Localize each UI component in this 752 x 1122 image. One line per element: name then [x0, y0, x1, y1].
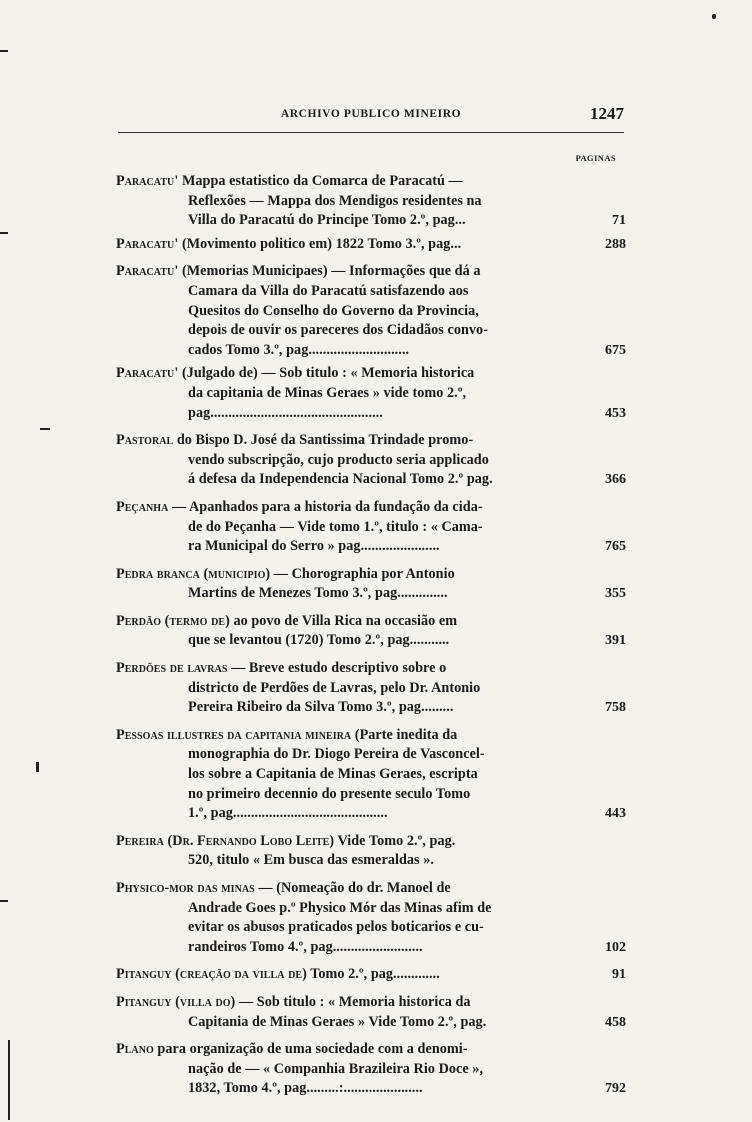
entry-text: randeiros Tomo 4.º, pag.........................	[188, 938, 423, 955]
index-entries	[116, 172, 626, 1103]
entry-line	[116, 1079, 544, 1099]
entry-text: da capitania de Minas Geraes » vide tomo 2.º,	[188, 384, 467, 401]
entry-text: Andrade Goes p.º Physico Mór das Minas afim de	[188, 899, 492, 916]
entry-line	[116, 498, 544, 518]
entry-text: ra Municipal do Serro » pag......................	[188, 538, 440, 555]
entry-page-number: 288	[605, 236, 626, 252]
entry-heading: Pitanguy (creação da villa de)	[116, 966, 307, 983]
entry-text: depois de ouvir os pareceres dos Cidadãos convo-	[188, 322, 488, 339]
entry-line	[116, 1060, 544, 1080]
entry-text: 1832, Tomo 4.º, pag.........:......................	[188, 1080, 423, 1097]
entry-line	[116, 765, 544, 785]
entry-line	[116, 879, 544, 899]
index-entry	[116, 1040, 626, 1099]
entry-heading: Paracatu'	[116, 365, 179, 382]
entry-line	[116, 282, 544, 302]
entry-page-number: 443	[605, 806, 626, 822]
entry-text: nação de — « Companhia Brazileira Rio Doce »,	[188, 1060, 484, 1077]
entry-page-number: 366	[605, 472, 626, 488]
entry-text: evitar os abusos praticados pelos boticarios e cu-	[188, 919, 484, 936]
entry-text: vendo subscripção, cujo producto seria applicado	[188, 451, 489, 468]
index-entry	[116, 364, 626, 423]
entry-page-number: 765	[605, 539, 626, 555]
entry-line	[116, 584, 544, 604]
entry-text: (Parte inedita da	[354, 726, 458, 743]
entry-page-number: 391	[605, 633, 626, 649]
entry-text: — (Nomeação do dr. Manoel de	[258, 880, 451, 896]
entry-line	[116, 993, 544, 1013]
entry-line	[116, 518, 544, 538]
entry-heading: Pitanguy (villa do)	[116, 993, 236, 1010]
scan-mark	[8, 1040, 10, 1120]
index-entry	[116, 498, 626, 557]
scan-mark	[0, 900, 8, 902]
entry-heading: Perdão (termo de)	[116, 612, 230, 629]
entry-line	[116, 832, 544, 852]
entry-line	[116, 679, 544, 699]
entry-text: que se levantou (1720) Tomo 2.º, pag...........	[188, 632, 450, 649]
entry-line	[116, 537, 544, 557]
entry-heading: Paracatu'	[116, 173, 179, 189]
entry-line	[116, 1013, 544, 1033]
entry-text: Capitania de Minas Geraes » Vide Tomo 2.º, pag.	[188, 1013, 487, 1030]
pages-column-label: PAGINAS	[575, 153, 616, 163]
entry-text: Apanhados para a historia da fundação da cida-	[189, 498, 483, 515]
entry-page-number: 792	[605, 1081, 626, 1097]
entry-text: ao povo de Villa Rica na occasião em	[233, 612, 458, 629]
entry-line	[116, 404, 544, 424]
entry-page-number: 355	[605, 586, 626, 602]
entry-line	[116, 192, 544, 212]
entry-line	[116, 938, 544, 958]
entry-heading: Pedra branca (municipio)	[116, 565, 271, 582]
index-entry	[116, 993, 626, 1032]
index-entry	[116, 659, 626, 718]
entry-line	[116, 470, 544, 490]
entry-text: pag................................................	[188, 404, 383, 421]
entry-page-number: 91	[612, 967, 626, 983]
entry-line	[116, 235, 544, 255]
running-header	[118, 104, 624, 130]
entry-line	[116, 172, 544, 192]
entry-line	[116, 726, 544, 746]
entry-line	[116, 341, 544, 361]
entry-line	[116, 321, 544, 341]
entry-text: (Movimento politico em) 1822 Tomo 3.º, pag...	[181, 235, 462, 252]
entry-text: Reflexões — Mappa dos Mendigos residentes na	[188, 192, 482, 209]
entry-text: (Julgado de) — Sob titulo : « Memoria historica	[181, 365, 475, 382]
entry-line	[116, 965, 544, 985]
entry-line	[116, 659, 544, 679]
entry-text: Tomo 2.º, pag.............	[310, 966, 440, 983]
entry-line	[116, 745, 544, 765]
entry-text: Camara da Villa do Paracatú satisfazendo aos	[188, 282, 469, 299]
entry-text: Pereira Ribeiro da Silva Tomo 3.º, pag.........	[188, 699, 454, 716]
entry-line	[116, 785, 544, 805]
entry-line	[116, 565, 544, 585]
entry-text: de do Peçanha — Vide tomo 1.º, titulo : « Cama-	[188, 518, 483, 535]
entry-text: no primeiro decennio do presente seculo Tomo	[188, 785, 471, 802]
index-entry	[116, 965, 626, 985]
page-number: 1247	[590, 104, 624, 123]
entry-text: 520, titulo « Em busca das esmeraldas ».	[188, 852, 434, 869]
entry-text: monographia do Dr. Diogo Pereira de Vasconcel-	[188, 746, 485, 763]
index-entry	[116, 431, 626, 490]
entry-line	[116, 698, 544, 718]
entry-heading: Physico-mor das minas	[116, 880, 255, 896]
entry-line	[116, 384, 544, 404]
entry-text: Villa do Paracatú do Principe Tomo 2.º, pag...	[188, 212, 466, 229]
entry-text: — Sob titulo : « Memoria historica da	[238, 993, 471, 1010]
entry-text: á defesa da Independencia Nacional Tomo 2.º pag.	[188, 471, 493, 488]
scan-mark	[712, 14, 716, 19]
entry-line	[116, 1040, 544, 1060]
entry-page-number: 675	[605, 342, 626, 358]
entry-text: districto de Perdões de Lavras, pelo Dr. Antonio	[188, 679, 481, 696]
index-entry	[116, 172, 626, 231]
scan-mark	[36, 762, 39, 772]
entry-text: cados Tomo 3.º, pag............................	[188, 341, 410, 358]
entry-line	[116, 918, 544, 938]
entry-line	[116, 612, 544, 632]
entry-text: 1.º, pag...........................................	[188, 805, 388, 822]
entry-text: Quesitos do Conselho do Governo da Provincia,	[188, 302, 479, 319]
entry-line	[116, 211, 544, 231]
entry-heading: Perdões de lavras	[116, 660, 228, 677]
entry-page-number: 758	[605, 700, 626, 716]
entry-heading: Pastoral	[116, 432, 174, 449]
entry-line	[116, 631, 544, 651]
entry-text: (Memorias Municipaes) — Informações que dá a	[181, 263, 481, 280]
index-entry	[116, 612, 626, 651]
entry-heading: Paracatu'	[116, 263, 179, 280]
entry-text: — Chorographia por Antonio	[273, 565, 455, 582]
entry-heading: Peçanha —	[116, 498, 187, 515]
entry-heading: Pessoas illustres da capitania mineira	[116, 726, 352, 743]
entry-line	[116, 899, 544, 919]
index-entry	[116, 262, 626, 360]
header-rule	[118, 132, 624, 133]
index-entry	[116, 879, 626, 957]
header-title: ARCHIVO PUBLICO MINEIRO	[280, 108, 462, 120]
entry-text: Martins de Menezes Tomo 3.º, pag..............	[188, 585, 448, 602]
entry-text: Mappa estatistico da Comarca de Paracatú —	[181, 173, 463, 189]
scan-mark	[0, 232, 8, 234]
index-entry	[116, 726, 626, 824]
entry-page-number: 71	[612, 213, 626, 229]
scan-mark	[40, 428, 50, 430]
index-entry	[116, 832, 544, 871]
entry-line	[116, 431, 544, 451]
entry-page-number: 458	[605, 1014, 626, 1030]
entry-line	[116, 851, 544, 871]
entry-heading: Plano	[116, 1041, 154, 1058]
entry-line	[116, 262, 544, 282]
entry-heading: Paracatu'	[116, 235, 179, 252]
entry-page-number: 453	[605, 405, 626, 421]
entry-text: los sobre a Capitania de Minas Geraes, escripta	[188, 766, 478, 783]
entry-heading: Pereira (Dr. Fernando Lobo Leite)	[116, 832, 335, 849]
entry-text: para organização de uma sociedade com a denomi-	[157, 1041, 468, 1058]
entry-text: — Breve estudo descriptivo sobre o	[231, 660, 447, 677]
entry-text: Vide Tomo 2.º, pag.	[337, 832, 456, 849]
entry-line	[116, 451, 544, 471]
entry-line	[116, 804, 544, 824]
entry-line	[116, 302, 544, 322]
entry-page-number: 102	[605, 939, 626, 955]
index-entry	[116, 235, 626, 255]
index-entry	[116, 565, 626, 604]
entry-text: do Bispo D. José da Santissima Trindade promo-	[176, 432, 474, 449]
scan-mark	[0, 50, 8, 52]
entry-line	[116, 364, 544, 384]
